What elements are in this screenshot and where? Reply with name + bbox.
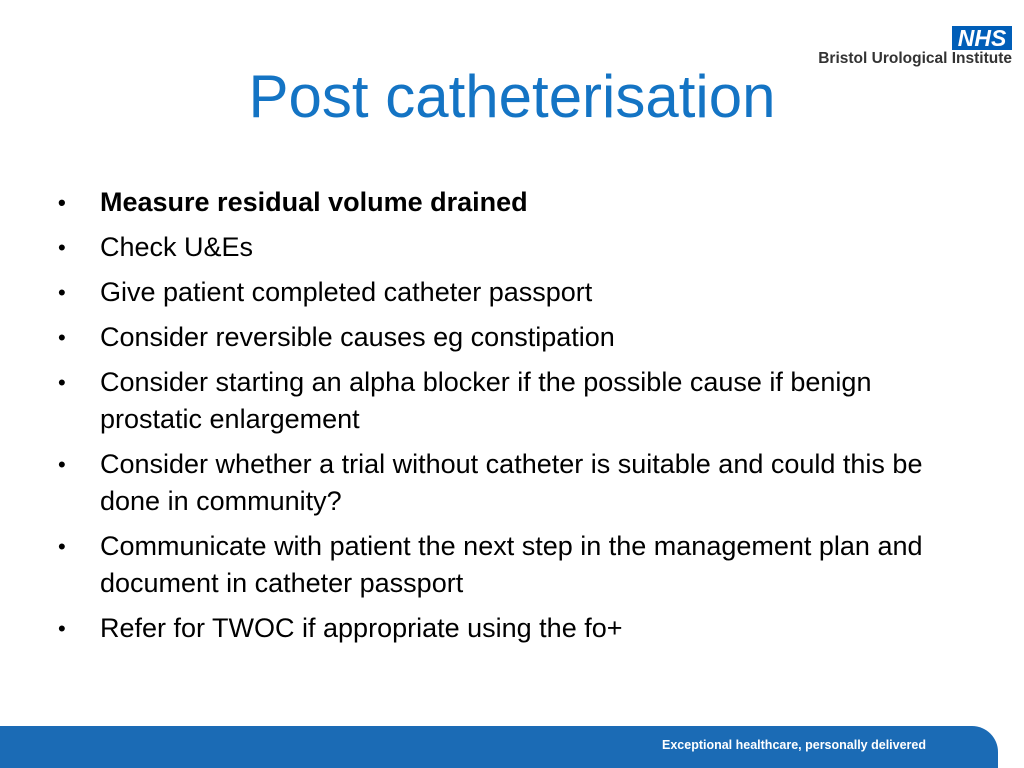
bullet-item	[56, 319, 976, 356]
bullet-item	[56, 446, 976, 520]
bullet-item	[56, 610, 976, 647]
bullet-text: Consider reversible causes eg constipation	[100, 322, 615, 352]
bullet-dot-icon: •	[58, 370, 66, 395]
bullet-text: Measure residual volume drained	[100, 187, 528, 217]
bullet-dot-icon: •	[58, 235, 66, 260]
nhs-logo: NHS	[952, 26, 1012, 50]
bullet-dot-icon: •	[58, 190, 66, 215]
footer-tagline: Exceptional healthcare, personally delivered	[662, 738, 926, 752]
bullet-text: Refer for TWOC if appropriate using the fo+	[100, 613, 623, 643]
bullet-item	[56, 184, 976, 221]
bullet-item	[56, 274, 976, 311]
footer-bar	[0, 726, 998, 768]
bullet-item	[56, 528, 976, 602]
bullet-item	[56, 364, 976, 438]
bullet-item	[56, 229, 976, 266]
bullet-dot-icon: •	[58, 534, 66, 559]
slide-title: Post catheterisation	[248, 63, 776, 130]
bullet-list	[56, 184, 976, 655]
bullet-text: Consider starting an alpha blocker if the possible cause if benign prostatic enlargement	[100, 367, 872, 434]
bullet-dot-icon: •	[58, 616, 66, 641]
bullet-text: Check U&Es	[100, 232, 254, 262]
bullet-dot-icon: •	[58, 280, 66, 305]
org-name: Bristol Urological Institute	[818, 50, 1012, 67]
bullet-dot-icon: •	[58, 452, 66, 477]
bullet-text: Give patient completed catheter passport	[100, 277, 593, 307]
bullet-dot-icon: •	[58, 325, 66, 350]
bullet-text: Consider whether a trial without catheter is suitable and could this be done in community?	[100, 449, 923, 516]
bullet-text: Communicate with patient the next step in the management plan and document in catheter passport	[100, 531, 923, 598]
